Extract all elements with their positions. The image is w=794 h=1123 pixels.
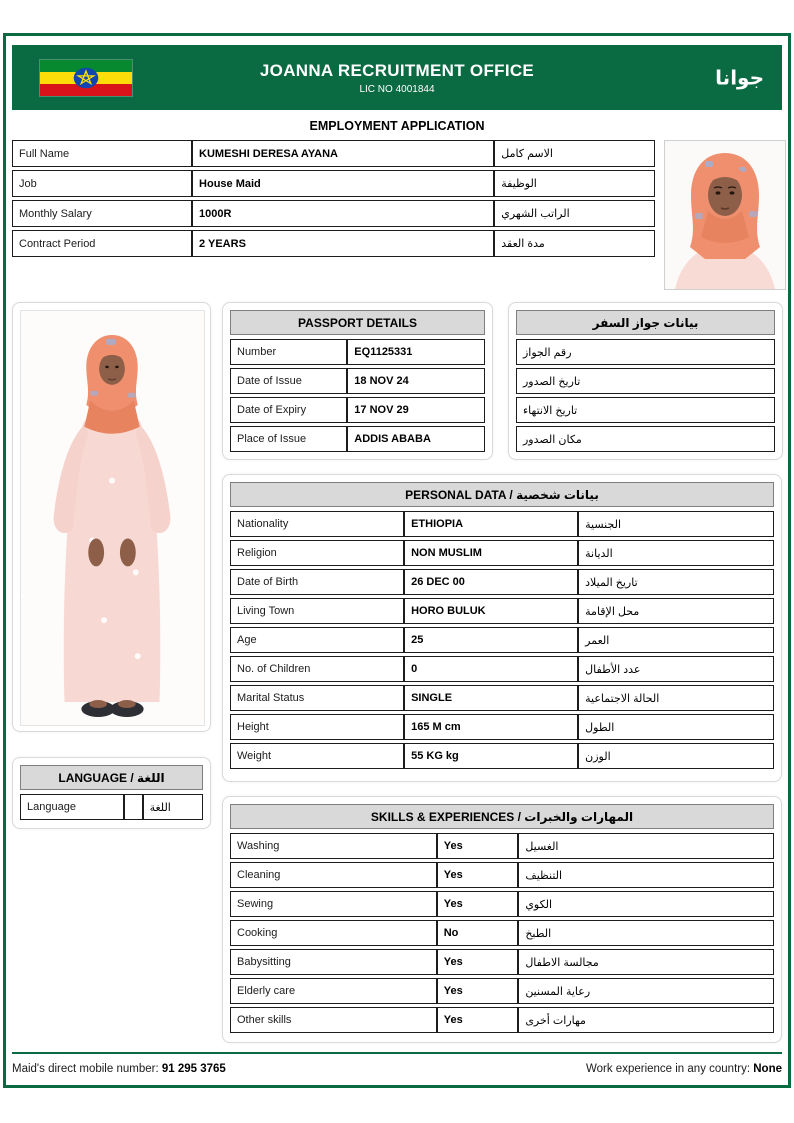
skills-title: SKILLS & EXPERIENCES / المهارات والخبرات bbox=[230, 804, 774, 829]
table-row bbox=[230, 891, 774, 917]
field-label-arabic: تاريخ الميلاد bbox=[578, 569, 774, 595]
field-label: Other skills bbox=[230, 1007, 437, 1033]
table-row bbox=[230, 569, 774, 595]
office-title: JOANNA RECRUITMENT OFFICE bbox=[259, 60, 535, 80]
field-value: Yes bbox=[437, 978, 519, 1004]
personal-data-card bbox=[222, 474, 782, 782]
ethiopia-flag-icon bbox=[40, 60, 132, 96]
passport-details-arabic-card bbox=[508, 302, 783, 460]
table-row bbox=[230, 598, 774, 624]
table-row bbox=[230, 368, 485, 394]
table-row bbox=[230, 743, 774, 769]
field-label-arabic: مدة العقد bbox=[494, 230, 655, 257]
field-label-arabic: مجالسة الاطفال bbox=[518, 949, 774, 975]
mobile-number bbox=[12, 1063, 226, 1075]
field-label: Cleaning bbox=[230, 862, 437, 888]
table-row bbox=[230, 685, 774, 711]
field-label: Monthly Salary bbox=[12, 200, 192, 227]
field-value: No bbox=[437, 920, 519, 946]
field-label-arabic: الجنسية bbox=[578, 511, 774, 537]
field-label: Sewing bbox=[230, 891, 437, 917]
table-row bbox=[230, 397, 485, 423]
table-row bbox=[12, 230, 655, 257]
table-row bbox=[230, 949, 774, 975]
field-label: Height bbox=[230, 714, 404, 740]
field-value: NON MUSLIM bbox=[404, 540, 578, 566]
field-value: EQ1125331 bbox=[347, 339, 485, 365]
field-value bbox=[124, 794, 142, 820]
field-value: 25 bbox=[404, 627, 578, 653]
passport-details-card bbox=[222, 302, 493, 460]
table-row bbox=[230, 714, 774, 740]
field-value: 165 M cm bbox=[404, 714, 578, 740]
field-label-arabic: رعاية المسنين bbox=[518, 978, 774, 1004]
field-label-arabic: الاسم كامل bbox=[494, 140, 655, 167]
field-label-arabic: الحالة الاجتماعية bbox=[578, 685, 774, 711]
field-label: Cooking bbox=[230, 920, 437, 946]
table-row bbox=[516, 368, 775, 394]
header-banner bbox=[12, 45, 782, 110]
field-label: No. of Children bbox=[230, 656, 404, 682]
maid-full-body-photo bbox=[12, 302, 211, 732]
field-label: Living Town bbox=[230, 598, 404, 624]
language-card bbox=[12, 757, 211, 829]
table-row bbox=[20, 794, 203, 820]
work-experience-label: Work experience in any country: bbox=[585, 1063, 754, 1075]
field-label: Age bbox=[230, 627, 404, 653]
field-value: 26 DEC 00 bbox=[404, 569, 578, 595]
table-row bbox=[516, 397, 775, 423]
field-value: ADDIS ABABA bbox=[347, 426, 485, 452]
field-label: Date of Expiry bbox=[230, 397, 347, 423]
field-value: SINGLE bbox=[404, 685, 578, 711]
field-label-arabic: العمر bbox=[578, 627, 774, 653]
field-label-arabic: مكان الصدور bbox=[516, 426, 775, 452]
table-row bbox=[230, 656, 774, 682]
field-label-arabic: تاريخ الانتهاء bbox=[516, 397, 775, 423]
license-number: LIC NO 4001844 bbox=[359, 83, 435, 95]
table-row bbox=[230, 920, 774, 946]
field-label: Contract Period bbox=[12, 230, 192, 257]
application-title: EMPLOYMENT APPLICATION bbox=[309, 119, 485, 133]
table-row bbox=[516, 426, 775, 452]
field-value: 1000R bbox=[192, 200, 494, 227]
footer-divider bbox=[12, 1052, 782, 1054]
field-label-arabic: الوزن bbox=[578, 743, 774, 769]
field-label-arabic: التنظيف bbox=[518, 862, 774, 888]
field-value: KUMESHI DERESA AYANA bbox=[192, 140, 494, 167]
table-row bbox=[230, 339, 485, 365]
field-label-arabic: الراتب الشهري bbox=[494, 200, 655, 227]
field-label: Full Name bbox=[12, 140, 192, 167]
maid-portrait-photo bbox=[664, 140, 784, 288]
field-value: House Maid bbox=[192, 170, 494, 197]
table-row bbox=[230, 978, 774, 1004]
field-value: Yes bbox=[437, 862, 519, 888]
field-value: Yes bbox=[437, 1007, 519, 1033]
footer bbox=[12, 1063, 782, 1075]
field-value: Yes bbox=[437, 833, 519, 859]
passport-details-title: PASSPORT DETAILS bbox=[230, 310, 485, 335]
field-label: Weight bbox=[230, 743, 404, 769]
field-label: Date of Birth bbox=[230, 569, 404, 595]
field-label: Date of Issue bbox=[230, 368, 347, 394]
field-label-arabic: محل الإقامة bbox=[578, 598, 774, 624]
language-title: LANGUAGE / اللغة bbox=[20, 765, 203, 790]
field-label: Elderly care bbox=[230, 978, 437, 1004]
table-row bbox=[230, 1007, 774, 1033]
mobile-number-label: Maid's direct mobile number: bbox=[12, 1063, 162, 1075]
table-row bbox=[516, 339, 775, 365]
field-value: 17 NOV 29 bbox=[347, 397, 485, 423]
field-value: 18 NOV 24 bbox=[347, 368, 485, 394]
field-label-arabic: الوظيفة bbox=[494, 170, 655, 197]
work-experience-value: None bbox=[753, 1063, 782, 1075]
field-label-arabic: الديانة bbox=[578, 540, 774, 566]
field-value: 2 YEARS bbox=[192, 230, 494, 257]
field-label-arabic: الغسيل bbox=[518, 833, 774, 859]
field-label-arabic: رقم الجواز bbox=[516, 339, 775, 365]
skills-card bbox=[222, 796, 782, 1043]
field-label-arabic: الطول bbox=[578, 714, 774, 740]
field-label-arabic: مهارات أخرى bbox=[518, 1007, 774, 1033]
field-label-arabic: تاريخ الصدور bbox=[516, 368, 775, 394]
field-value: 55 KG kg bbox=[404, 743, 578, 769]
field-value: HORO BULUK bbox=[404, 598, 578, 624]
field-label-arabic: عدد الأطفال bbox=[578, 656, 774, 682]
field-label: Place of Issue bbox=[230, 426, 347, 452]
personal-data-title: PERSONAL DATA / بيانات شخصية bbox=[230, 482, 774, 507]
field-label: Religion bbox=[230, 540, 404, 566]
table-row bbox=[230, 862, 774, 888]
field-label-arabic: الطبخ bbox=[518, 920, 774, 946]
mobile-number-value: 91 295 3765 bbox=[161, 1063, 226, 1075]
application-table bbox=[12, 140, 655, 260]
table-row bbox=[12, 170, 655, 197]
table-row bbox=[230, 833, 774, 859]
field-label: Job bbox=[12, 170, 192, 197]
field-value: Yes bbox=[437, 949, 519, 975]
field-label: Washing bbox=[230, 833, 437, 859]
field-label: Language bbox=[20, 794, 124, 820]
field-label: Babysitting bbox=[230, 949, 437, 975]
field-value: 0 bbox=[404, 656, 578, 682]
field-label: Nationality bbox=[230, 511, 404, 537]
work-experience bbox=[586, 1063, 782, 1075]
office-title-arabic: جوانا bbox=[715, 67, 764, 89]
field-label: Number bbox=[230, 339, 347, 365]
field-value: Yes bbox=[437, 891, 519, 917]
field-label-arabic: اللغة bbox=[143, 794, 203, 820]
table-row bbox=[230, 627, 774, 653]
passport-details-arabic-title: بيانات جواز السفر bbox=[516, 310, 775, 335]
table-row bbox=[12, 140, 655, 167]
table-row bbox=[12, 200, 655, 227]
table-row bbox=[230, 511, 774, 537]
field-label-arabic: الكوي bbox=[518, 891, 774, 917]
table-row bbox=[230, 426, 485, 452]
field-label: Marital Status bbox=[230, 685, 404, 711]
table-row bbox=[230, 540, 774, 566]
field-value: ETHIOPIA bbox=[404, 511, 578, 537]
